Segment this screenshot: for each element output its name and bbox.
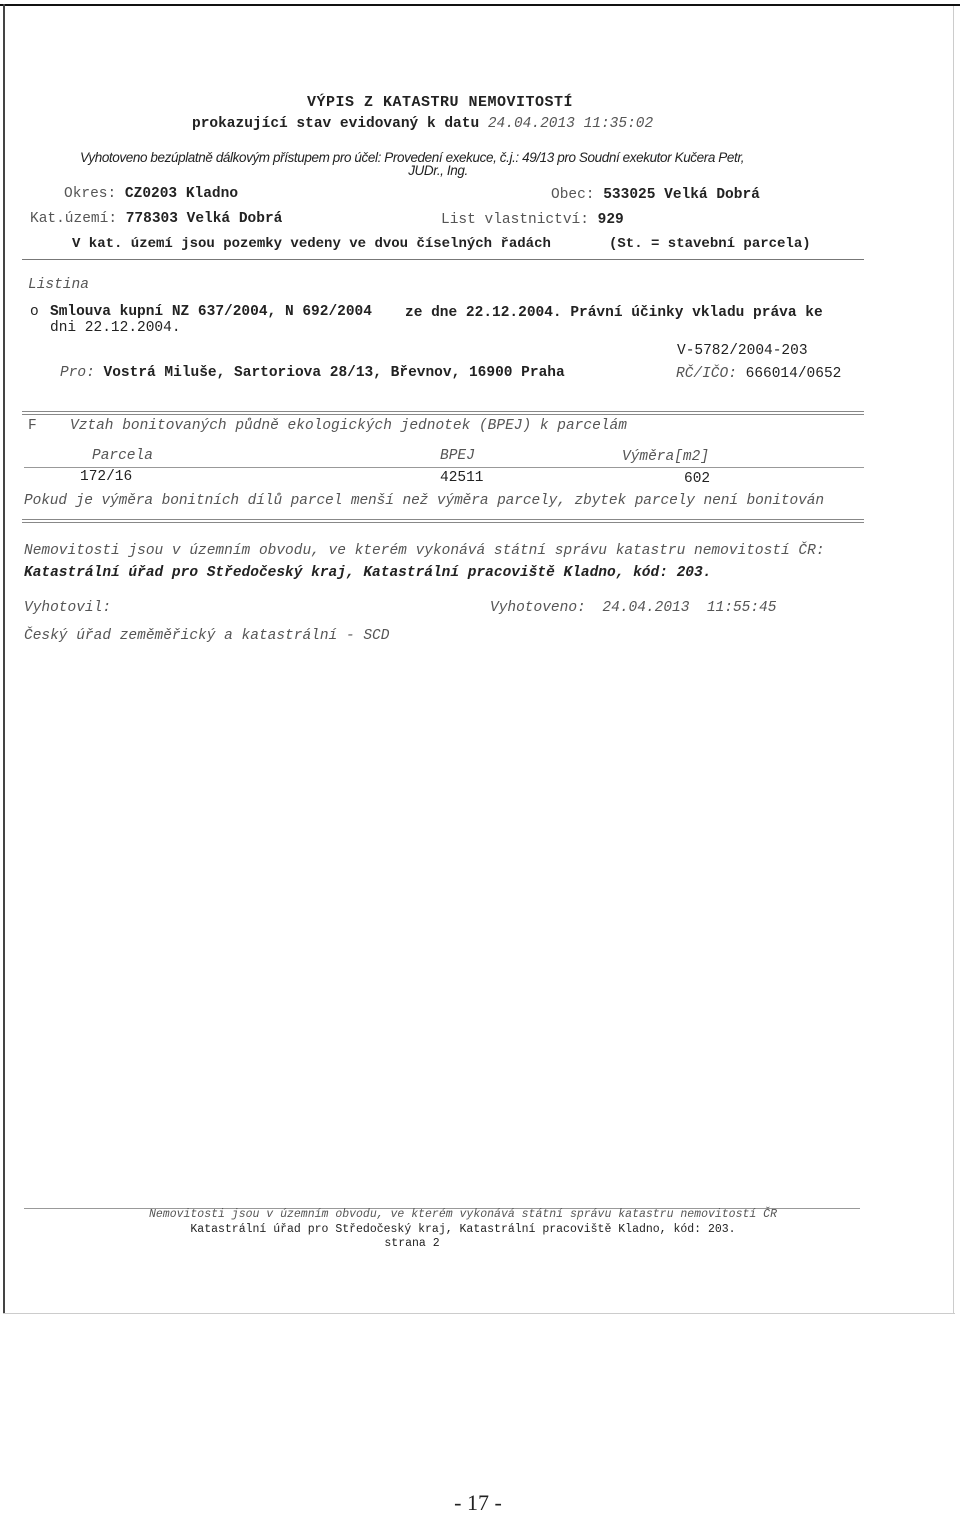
listina-heading: Listina <box>28 277 89 293</box>
vyhotoveno-label: Vyhotoveno: <box>490 600 586 616</box>
footer-line-1: Nemovitosti jsou v územním obvodu, ve kterém vykonává státní správu katastru nemovitostí ČR <box>148 1208 777 1221</box>
page-number: - 17 - <box>454 1490 502 1515</box>
lv-label: List vlastnictví: <box>441 212 589 228</box>
column-header-vymera: Výměra[m2] <box>622 449 710 465</box>
footer-line-2: Katastrální úřad pro Středočeský kraj, Katastrální pracoviště Kladno, kód: 203. <box>190 1223 736 1236</box>
listina-bullet: o <box>30 304 39 320</box>
lv-value: 929 <box>597 212 624 228</box>
office-line-2: Katastrální úřad pro Středočeský kraj, Katastrální pracoviště Kladno, kód: 203. <box>24 565 712 581</box>
scan-border-right <box>953 6 954 1314</box>
listina-rc-row <box>676 366 841 382</box>
vyhotoveno-value: 24.04.2013 11:55:45 <box>602 600 777 616</box>
vyhotoveno-row <box>490 600 776 616</box>
stavebni-parcela-note: (St. = stavební parcela) <box>609 236 811 252</box>
document-title: VÝPIS Z KATASTRU NEMOVITOSTÍ <box>306 94 574 111</box>
obec-row <box>551 187 760 203</box>
column-header-bpej: BPEJ <box>440 448 475 464</box>
vyhotovil-label: Vyhotovil: <box>24 600 112 616</box>
okres-row <box>64 186 238 202</box>
subtitle-date: 24.04.2013 11:35:02 <box>487 116 654 132</box>
katuzemi-value: 778303 Velká Dobrá <box>125 211 283 227</box>
section-divider <box>22 411 864 415</box>
rc-value: 666014/0652 <box>745 366 842 382</box>
subtitle-prefix: prokazující stav evidovaný k datu <box>192 116 480 132</box>
purpose-line-1: Vyhotoveno bezúplatně dálkovým přístupem pro účel: Provedení exekuce, č.j.: 49/13 pro Soudní exekutor Kučera Petr, <box>80 150 745 165</box>
listina-line-1-left: Smlouva kupní NZ 637/2004, N 692/2004 <box>50 304 372 320</box>
obec-value: 533025 Velká Dobrá <box>603 187 760 203</box>
table-cell-vymera: 602 <box>684 471 711 487</box>
office-line-1: Nemovitosti jsou v územním obvodu, ve kterém vykonává státní správu katastru nemovitostí ČR: <box>24 543 825 559</box>
katuzemi-label: Kat.území: <box>30 211 118 227</box>
okres-label: Okres: <box>64 186 117 202</box>
scan-border-bottom <box>3 1313 955 1314</box>
parcel-series-note: V kat. území jsou pozemky vedeny ve dvou číselných řadách <box>72 236 551 252</box>
document-subtitle <box>192 116 653 132</box>
section-divider <box>22 519 864 523</box>
bonitace-note: Pokud je výměra bonitních dílů parcel menší než výměra parcely, zbytek parcely není bonitován <box>24 493 824 509</box>
listina-reference: V-5782/2004-203 <box>677 343 808 359</box>
katuzemi-row <box>30 211 282 227</box>
section-f-title: Vztah bonitovaných půdně ekologických jednotek (BPEJ) k parcelám <box>70 418 627 434</box>
pro-label: Pro: <box>60 365 95 381</box>
scan-border-top <box>0 4 960 6</box>
issuer: Český úřad zeměměřický a katastrální - SCD <box>24 628 390 644</box>
footer-page: strana 2 <box>384 1237 440 1250</box>
column-header-parcela: Parcela <box>92 448 153 464</box>
listina-line-1-right: ze dne 22.12.2004. Právní účinky vkladu práva ke <box>405 305 823 321</box>
lv-row <box>441 212 624 228</box>
section-f-letter: F <box>28 418 37 434</box>
rc-label: RČ/IČO: <box>676 366 737 382</box>
divider <box>22 259 864 260</box>
listina-line-2: dni 22.12.2004. <box>50 320 181 336</box>
purpose-line-2: JUDr., Ing. <box>408 163 468 178</box>
scan-border-left <box>3 4 5 1314</box>
listina-pro-row <box>60 365 565 381</box>
table-cell-bpej: 42511 <box>440 470 484 486</box>
obec-label: Obec: <box>551 187 595 203</box>
table-cell-parcela: 172/16 <box>80 469 133 485</box>
table-header-rule <box>24 467 864 468</box>
pro-value: Vostrá Miluše, Sartoriova 28/13, Břevnov, 16900 Praha <box>103 365 565 381</box>
okres-value: CZ0203 Kladno <box>124 186 239 202</box>
